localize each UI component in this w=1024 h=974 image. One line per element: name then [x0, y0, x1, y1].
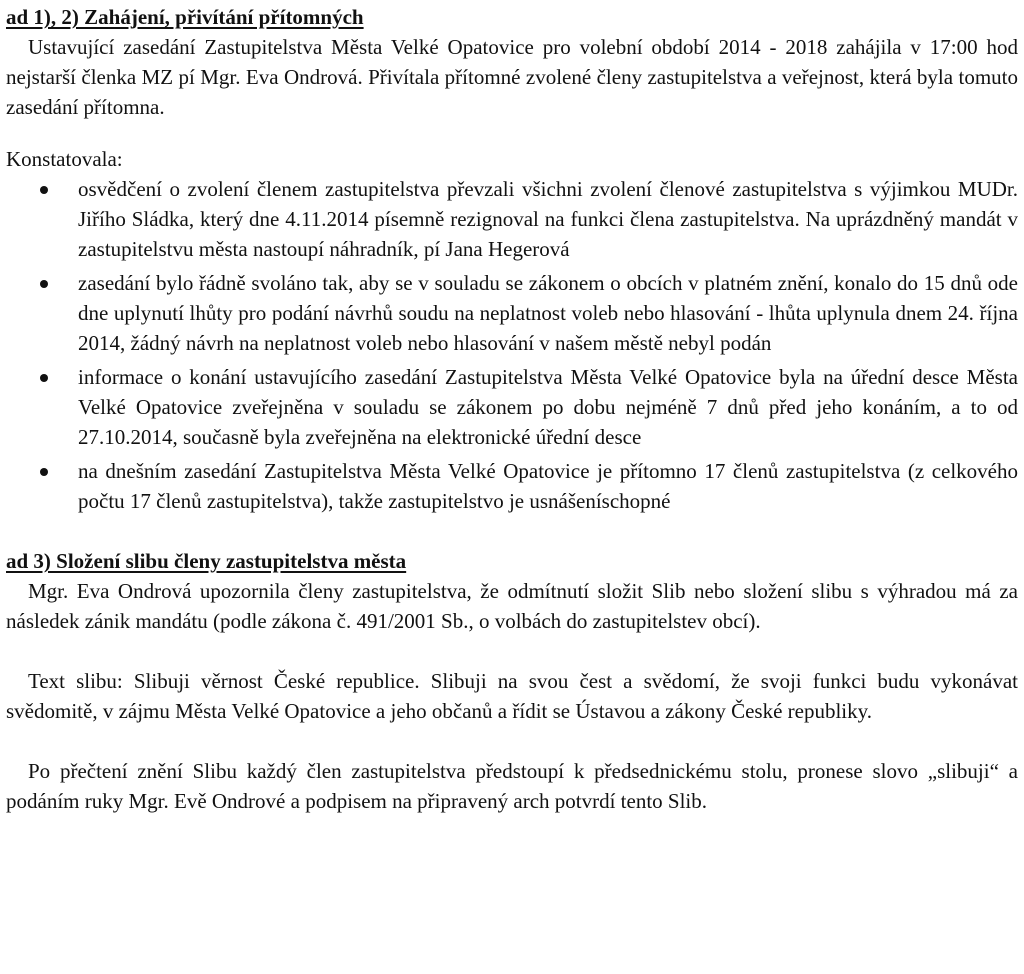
list-item: [6, 174, 1018, 264]
oath-procedure-paragraph: Po přečtení znění Slibu každý člen zastupitelstva předstoupí k předsednickému stolu, pronese slovo „slibuji“ a podáním ruky Mgr. Evě Ondrové a podpisem na připravený arch potvrdí tento Slib.: [6, 759, 1018, 813]
list-item-text: zasedání bylo řádně svoláno tak, aby se v souladu se zákonem o obcích v platném znění, konalo do 15 dnů ode dne uplynutí lhůty pro podání návrhů soudu na neplatnost voleb nebo hlasování - lhůta uplynula dnem 24. října 2014, žádný návrh na neplatnost voleb nebo hlasování v našem městě nebyl podán: [78, 271, 1018, 355]
list-item: [6, 362, 1018, 452]
list-item: [6, 268, 1018, 358]
document-page: [6, 2, 1018, 816]
list-item-text: informace o konání ustavujícího zasedání Zastupitelstva Města Velké Opatovice byla na úřední desce Města Velké Opatovice zveřejněna v souladu se zákonem po dobu nejméně 7 dnů před jeho konáním, a to od 27.10.2014, současně byla zveřejněna na elektronické úřední desce: [78, 365, 1018, 449]
section-heading-oath: ad 3) Složení slibu členy zastupitelstva města: [6, 549, 407, 573]
list-item: [6, 456, 1018, 516]
bullet-icon: [40, 280, 48, 288]
spacer: [6, 520, 1018, 546]
findings-list: [6, 174, 1018, 516]
list-item-text: na dnešním zasedání Zastupitelstva Města Velké Opatovice je přítomno 17 členů zastupitelstva (z celkového počtu 17 členů zastupitelstva), takže zastupitelstvo je usnášeníschopné: [78, 459, 1018, 513]
spacer: [6, 636, 1018, 666]
bullet-icon: [40, 374, 48, 382]
spacer: [6, 122, 1018, 144]
list-item-text: osvědčení o zvolení členem zastupitelstva převzali všichni zvolení členové zastupitelstva s výjimkou MUDr. Jiřího Sládka, který dne 4.11.2014 písemně rezignoval na funkci člena zastupitelstva. Na uprázdněný mandát v zastupitelstvu města nastoupí náhradník, pí Jana Hegerová: [78, 177, 1018, 261]
oath-text-paragraph: Text slibu: Slibuji věrnost České republice. Slibuji na svou čest a svědomí, že svoji funkci budu vykonávat svědomitě, v zájmu Města Velké Opatovice a jeho občanů a řídit se Ústavou a zákony České republiky.: [6, 669, 1018, 723]
opening-paragraph: Ustavující zasedání Zastupitelstva Města Velké Opatovice pro volební období 2014 - 2018 zahájila v 17:00 hod nejstarší členka MZ pí Mgr. Eva Ondrová. Přivítala přítomné zvolené členy zastupitelstva a veřejnost, která byla tomuto zasedání přítomna.: [6, 35, 1018, 119]
bullet-icon: [40, 186, 48, 194]
konstatovala-label: Konstatovala:: [6, 147, 123, 171]
bullet-icon: [40, 468, 48, 476]
spacer: [6, 726, 1018, 756]
oath-warning-paragraph: Mgr. Eva Ondrová upozornila členy zastupitelstva, že odmítnutí složit Slib nebo složení slibu s výhradou má za následek zánik mandátu (podle zákona č. 491/2001 Sb., o volbách do zastupitelstev obcí).: [6, 579, 1018, 633]
section-heading-opening: ad 1), 2) Zahájení, přivítání přítomných: [6, 5, 364, 29]
